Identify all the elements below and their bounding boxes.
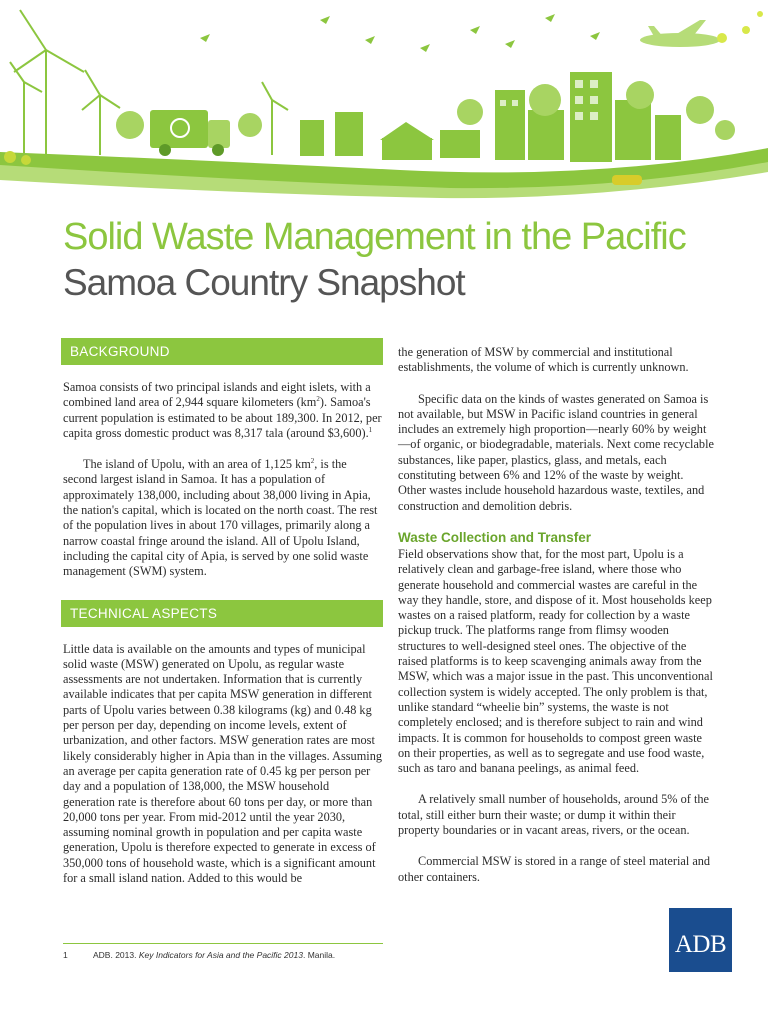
background-paragraph-1: Samoa consists of two principal islands and eight islets, with a combined land area of 2,944 square kilometers $(km^2)$. Samoa's current population is estimated to be about 189,300. In 2012, per capita gross domestic product was 8,317 tala (around $3,600).$^1$ <box>63 380 382 440</box>
eco-city-banner <box>0 0 768 200</box>
technical-paragraph-1: Little data is available on the amounts and types of municipal solid waste (MSW) generated on Upolu, as regular waste assessments are not undertaken. Information that is currently available indicates that per capita MSW generation in different parts of Upolu varies between 0.38 kilograms (kg) and 0.48 kg per person per day, depending on income levels, extent of urbanization, and other factors. MSW generation rates are most likely considerably higher in Apia than in the villages. Assuming an average per capita generation rate of 0.45 kg per person per day and a population of 138,000, the MSW household generation rate is therefore about 60 tons per day, or more than 20,000 tons per year. From mid-2012 until the year 2030, assuming nominal growth in population and per capita waste generation, Upolu is therefore expected to generate in excess of 350,000 tons of household waste, which is a significant amount for a small island nation. Added to this would be <box>63 641 382 886</box>
adb-logo: ADB <box>669 908 732 972</box>
title-block <box>63 214 743 306</box>
left-column <box>63 338 383 886</box>
subheading-waste-collection: Waste Collection and Transfer <box>398 529 592 545</box>
page-subtitle: Samoa Country Snapshot <box>63 262 465 303</box>
section-heading-technical: TECHNICAL ASPECTS <box>61 600 383 627</box>
airplane-icon <box>640 20 720 47</box>
footnote-ref: 1 <box>368 425 373 434</box>
page-title: Solid Waste Management in the Pacific <box>63 216 686 258</box>
right-paragraph-2: Specific data on the kinds of wastes generated on Samoa is not available, but MSW in Pacific island countries in general includes an extremely high proportion—nearly 60% by weight—of organic, or biodegradable, materials. Next come recyclable substances, like paper, plastics, glass, and metals, each constituting between 6% and 12% of the waste by weight. Other wastes include household hazardous waste, textiles, and construction and demolition debris. <box>398 391 714 513</box>
recycling-truck-icon <box>150 110 230 156</box>
background-paragraph-2: The island of Upolu, with an area of 1,125 $km^2$, is the second largest island in Samoa. It has a population of approximately 138,000, including about 38,000 living in Apia, the nation's capital, which is located on the north coast. The rest of the population lives in about 170 villages, primarily along a narrow coastal fringe around the island. All of Upolu Island, including the capital city of Apia, is served by one solid waste management (SWM) system. <box>63 457 378 579</box>
car-icon <box>612 175 642 185</box>
right-paragraph-1: the generation of MSW by commercial and institutional establishments, the volume of which is currently unknown. <box>398 345 689 375</box>
right-column <box>398 345 714 885</box>
section-heading-background: BACKGROUND <box>61 338 383 365</box>
right-paragraph-5: Commercial MSW is stored in a range of steel material and other containers. <box>398 854 711 884</box>
right-paragraph-3: Field observations show that, for the most part, Upolu is a relatively clean and garbage-free island, where those who generate household and commercial wastes are careful in the way they handle, store, and dispose of it. Most households keep wastes on a raised platform, ready for collection by a waste pickup truck. The platforms range from flimsy wooden structures to well-designed steel ones. The objective of the raised platforms is to keep scavenging animals away from the MSW, which was a major issue in the past. This unconventional collection system is widely accepted. The only problem is that, unlike standard “wheelie bin” systems, the waste is not completely enclosed; and is therefore subject to rain and wind impacts. It is common for households to compost green waste on their properties, as well as to segregate and use food waste, such as taro and banana peelings, as animal feed. <box>398 546 713 776</box>
footnote: 1 ADB. 2013. Key Indicators for Asia and the Pacific 2013. Manila. <box>63 950 336 960</box>
right-paragraph-4: A relatively small number of households, around 5% of the total, still either burn their waste; or dump it within their property boundaries or in vacant areas, rivers, or the ocean. <box>398 792 709 838</box>
footnote-divider <box>63 943 383 944</box>
